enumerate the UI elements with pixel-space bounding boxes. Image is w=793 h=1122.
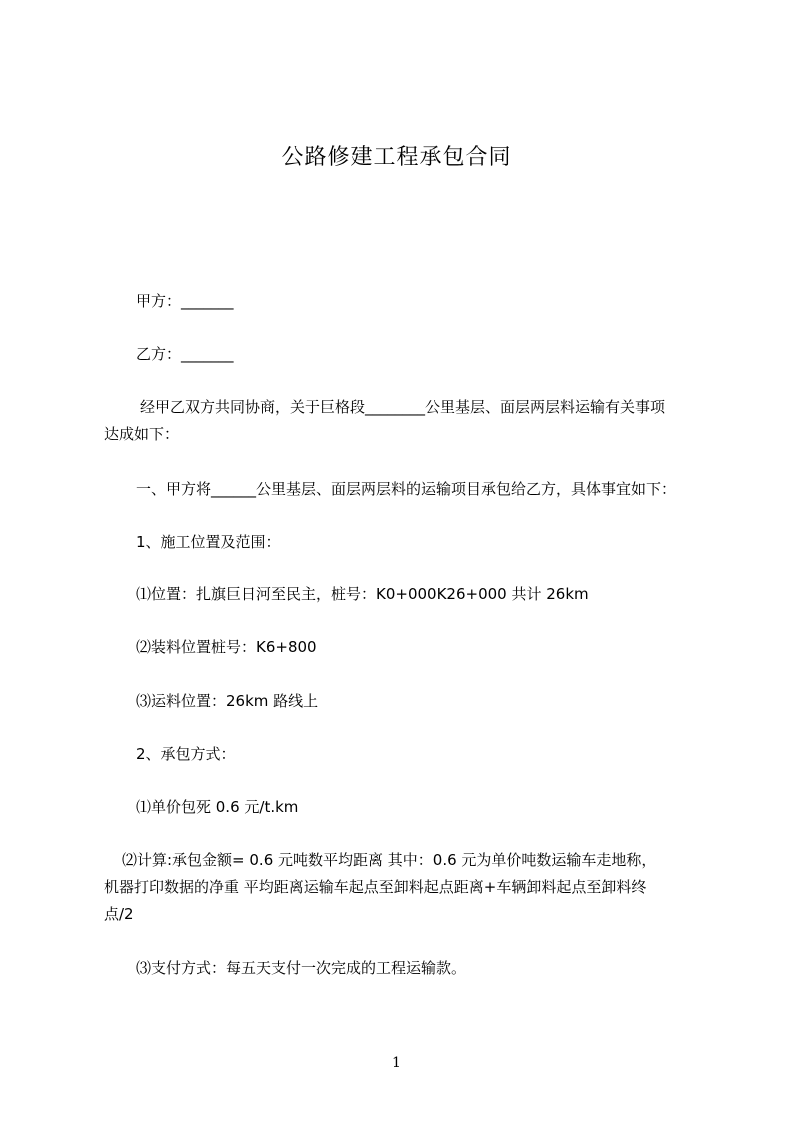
intro-line-2: 达成如下：	[104, 425, 180, 443]
item-1-heading: 1、施工位置及范围：	[136, 533, 281, 551]
item-2-calculation-line-1: ⑵计算:承包金额= 0.6 元吨数平均距离 其中：0.6 元为单价吨数运输车走地称，	[122, 851, 657, 869]
item-2-calculation-line-3: 点/2	[104, 905, 134, 923]
item-1-position: ⑴位置：扎旗巨日河至民主，桩号：K0+000K26+000 共计 26km	[136, 585, 589, 603]
party-a-line: 甲方：_______	[136, 292, 234, 310]
item-1-loading-position: ⑵装料位置桩号：K6+800	[136, 638, 317, 656]
item-2-heading: 2、承包方式：	[136, 745, 236, 763]
item-2-unit-price: ⑴单价包死 0.6 元/t.km	[136, 798, 299, 816]
document-title: 公路修建工程承包合同	[281, 145, 512, 170]
party-b-line: 乙方：_______	[136, 345, 234, 363]
section-1-heading: 一、甲方将______公里基层、面层两层料的运输项目承包给乙方，具体事宜如下：	[136, 480, 677, 498]
page-number: 1	[392, 1055, 401, 1071]
item-2-calculation-line-2: 机器打印数据的净重 平均距离运输车起点至卸料起点距离+车辆卸料起点至卸料终	[104, 878, 647, 896]
intro-line-1: 经甲乙双方共同协商，关于巨格段________公里基层、面层两层料运输有关事项	[140, 398, 666, 416]
item-2-payment-method: ⑶支付方式：每五天支付一次完成的工程运输款。	[136, 959, 467, 977]
item-1-delivery-position: ⑶运料位置：26km 路线上	[136, 692, 319, 710]
